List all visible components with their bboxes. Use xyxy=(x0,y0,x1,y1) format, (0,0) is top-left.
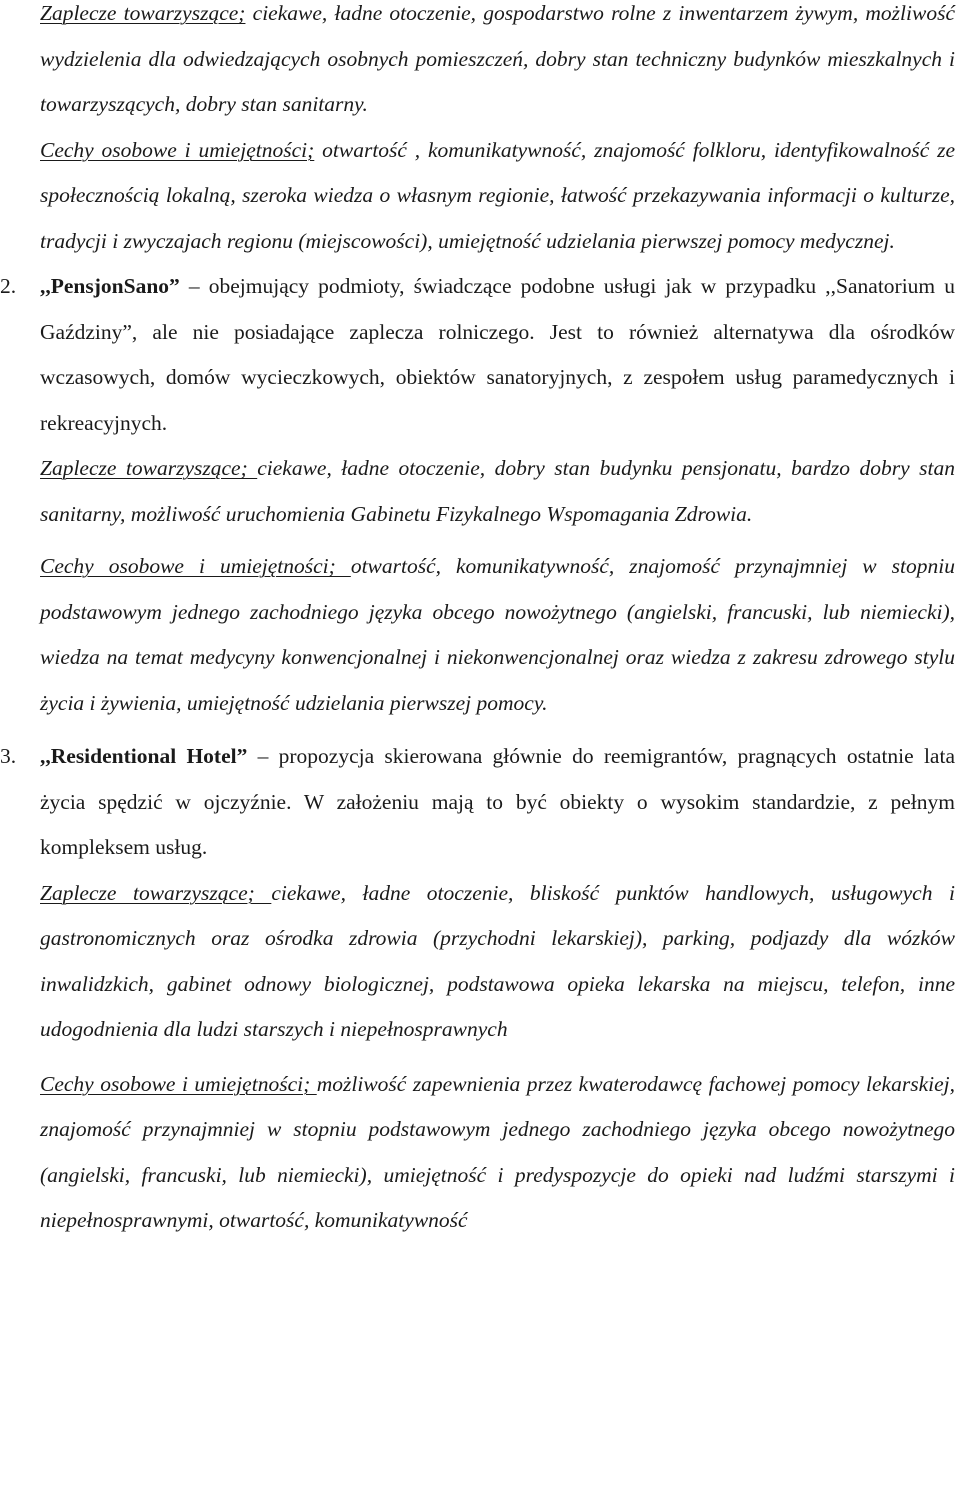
list-item-3 xyxy=(0,734,955,871)
paragraph-text: – propozycja skierowana głównie do reemigrantów, pragnących ostatnie lata życia spędzić w ojczyźnie. W założeniu mają to być obiekty o wysokim standardzie, z pełnym kompleksem usług. xyxy=(40,744,955,859)
section-label: Cechy osobowe i umiejętności; xyxy=(40,137,315,162)
section-label: Zaplecze towarzyszące; xyxy=(40,456,258,480)
list-number: 3. xyxy=(0,744,17,768)
paragraph-facilities-1 xyxy=(40,0,955,128)
paragraph-text: – obejmujący podmioty, świadczące podobne usługi jak w przypadku ,,Sanatorium u Gaździny”, ale nie posiadające zaplecza rolniczego. Jest to również alternatywa dla ośrodków wczasowych, domów wycieczkowych, obiektów sanatoryjnych, z zespołem usług paramedycznych i rekreacyjnych. xyxy=(40,274,955,435)
item-title: ,,PensjonSano” xyxy=(40,274,180,298)
list-item-2 xyxy=(0,264,955,446)
item-title: ,,Residentional Hotel” xyxy=(40,744,248,768)
paragraph-text: ciekawe, ładne otoczenie, bliskość punktów handlowych, usługowych i gastronomicznych oraz ośrodka zdrowia (przychodni lekarskiej), parking, podjazdy dla wózków inwalidzkich, gabinet odnowy biologicznej, podstawowa opieka lekarska na miejscu, telefon, inne udogodnienia dla ludzi starszych i niepełnosprawnych xyxy=(40,880,955,1041)
section-label: Zaplecze towarzyszące; xyxy=(40,1,246,25)
paragraph-text: otwartość, komunikatywność, znajomość przynajmniej w stopniu podstawowym jednego zachodniego języka obcego nowożytnego (angielski, francuski, lub niemiecki), wiedza na temat medycyny konwencjonalnej i niekonwencjonalnej oraz wiedza z zakresu zdrowego stylu życia i żywienia, umiejętność udzielania pierwszej pomocy. xyxy=(40,554,955,715)
paragraph-text: ciekawe, ładne otoczenie, gospodarstwo rolne z inwentarzem żywym, możliwość wydzielenia dla odwiedzających osobnych pomieszczeń, dobry stan techniczny budynków mieszkalnych i towarzyszących, dobry stan sanitarny. xyxy=(40,1,955,116)
section-label: Cechy osobowe i umiejętności; xyxy=(40,554,351,578)
paragraph-text: ciekawe, ładne otoczenie, dobry stan budynku pensjonatu, bardzo dobry stan sanitarny, możliwość uruchomienia Gabinetu Fizykalnego Wspomagania Zdrowia. xyxy=(40,456,955,526)
paragraph-skills-2 xyxy=(40,544,955,726)
section-label: Zaplecze towarzyszące; xyxy=(40,880,272,905)
paragraph-facilities-3 xyxy=(40,871,955,1053)
paragraph-text: możliwość zapewnienia przez kwaterodawcę fachowej pomocy lekarskiej, znajomość przynajmniej w stopniu podstawowym jednego zachodniego języka obcego nowożytnego (angielski, francuski, lub niemiecki), umiejętność i predyspozycje do opieki nad ludźmi starszymi i niepełnosprawnymi, otwartość, komunikatywność xyxy=(40,1071,955,1232)
section-label: Cechy osobowe i umiejętności; xyxy=(40,1071,317,1096)
paragraph-text: otwartość , komunikatywność, znajomość folkloru, identyfikowalność ze społecznością lokalną, szeroka wiedza o własnym regionie, łatwość przekazywania informacji o kulturze, tradycji i zwyczajach regionu (miejscowości), umiejętność udzielania pierwszej pomocy medycznej. xyxy=(40,137,955,253)
list-number: 2. xyxy=(0,274,17,298)
paragraph-skills-3 xyxy=(40,1062,955,1244)
paragraph-facilities-2 xyxy=(40,446,955,537)
paragraph-skills-1 xyxy=(40,128,955,265)
